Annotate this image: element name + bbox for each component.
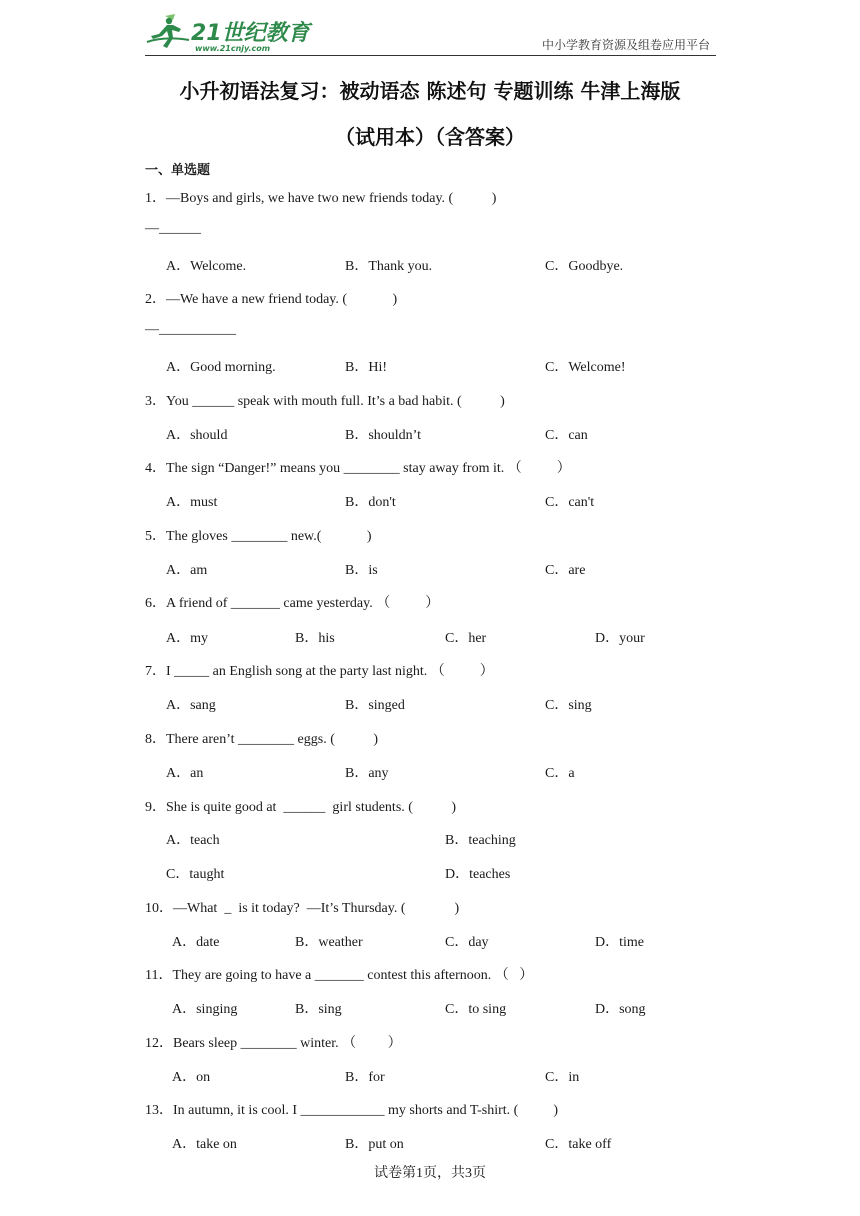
question-9: 9．She is quite good at ______ girl students. ( ) bbox=[145, 800, 457, 815]
question-2-option-a: A．Good morning. bbox=[166, 360, 276, 375]
question-2-option-b: B．Hi! bbox=[345, 360, 387, 375]
question-1-option-b: B．Thank you. bbox=[345, 259, 433, 274]
question-2: 2．—We have a new friend today. ( ) bbox=[145, 292, 398, 307]
question-3-option-c: C．can bbox=[545, 428, 588, 443]
question-12-option-a: A．on bbox=[172, 1070, 211, 1085]
logo-url: www.21cnjy.com bbox=[195, 44, 271, 53]
question-13-option-c: C．take off bbox=[545, 1137, 612, 1152]
question-3-option-a: A．should bbox=[166, 428, 228, 443]
runner-logo-icon bbox=[145, 12, 193, 52]
question-12: 12．Bears sleep ________ winter. （ ） bbox=[145, 1036, 402, 1051]
question-8-option-a: A．an bbox=[166, 766, 204, 781]
question-12-option-b: B．for bbox=[345, 1070, 385, 1085]
question-1-option-c: C．Goodbye. bbox=[545, 259, 624, 274]
question-1-answer-line: —______ bbox=[145, 221, 201, 236]
question-4: 4．The sign “Danger!” means you ________ stay away from it. （ ） bbox=[145, 461, 571, 476]
question-7: 7．I _____ an English song at the party last night. （ ） bbox=[145, 664, 494, 679]
question-9-option-b: B．teaching bbox=[445, 833, 516, 848]
question-10: 10．—What _ is it today? —It’s Thursday. ( ) bbox=[145, 901, 460, 916]
question-5-option-a: A．am bbox=[166, 563, 208, 578]
question-3-option-b: B．shouldn’t bbox=[345, 428, 421, 443]
logo-text: 21世纪教育 bbox=[191, 21, 310, 46]
question-9-option-c: C．taught bbox=[166, 867, 225, 882]
question-5-option-b: B．is bbox=[345, 563, 378, 578]
site-logo bbox=[145, 12, 310, 52]
question-13-option-a: A．take on bbox=[172, 1137, 237, 1152]
question-4-option-b: B．don't bbox=[345, 495, 396, 510]
question-1: 1．—Boys and girls, we have two new friends today. ( ) bbox=[145, 191, 497, 206]
question-7-option-a: A．sang bbox=[166, 698, 216, 713]
question-7-option-b: B．singed bbox=[345, 698, 405, 713]
question-3: 3．You ______ speak with mouth full. It’s a bad habit. ( ) bbox=[145, 394, 505, 409]
question-8: 8．There aren’t ________ eggs. ( ) bbox=[145, 732, 379, 747]
question-13-option-b: B．put on bbox=[345, 1137, 404, 1152]
question-11-option-a: A．singing bbox=[172, 1002, 238, 1017]
question-5: 5．The gloves ________ new.( ) bbox=[145, 529, 372, 544]
platform-name: 中小学教育资源及组卷应用平台 bbox=[541, 38, 710, 52]
page-footer: 试卷第1页，共3页 bbox=[374, 1166, 486, 1181]
question-12-option-c: C．in bbox=[545, 1070, 580, 1085]
question-10-option-c: C．day bbox=[445, 935, 489, 950]
question-11-option-c: C．to sing bbox=[445, 1002, 507, 1017]
question-10-option-d: D．time bbox=[595, 935, 644, 950]
question-7-option-c: C．sing bbox=[545, 698, 592, 713]
question-11-option-d: D．song bbox=[595, 1002, 646, 1017]
question-4-option-c: C．can't bbox=[545, 495, 595, 510]
question-6-option-a: A．my bbox=[166, 631, 208, 646]
question-5-option-c: C．are bbox=[545, 563, 586, 578]
question-6-option-d: D．your bbox=[595, 631, 645, 646]
question-11: 11．They are going to have a _______ contest this afternoon. （ ） bbox=[145, 968, 534, 983]
question-11-option-b: B．sing bbox=[295, 1002, 342, 1017]
question-1-option-a: A．Welcome. bbox=[166, 259, 247, 274]
question-9-option-d: D．teaches bbox=[445, 867, 511, 882]
page-header bbox=[145, 10, 716, 56]
question-2-option-c: C．Welcome! bbox=[545, 360, 626, 375]
question-13: 13．In autumn, it is cool. I ____________ my shorts and T-shirt. ( ) bbox=[145, 1103, 558, 1118]
document-title-line1: 小升初语法复习：被动语态 陈述句 专题训练 牛津上海版 bbox=[179, 79, 681, 103]
question-8-option-b: B．any bbox=[345, 766, 389, 781]
question-6-option-b: B．his bbox=[295, 631, 335, 646]
question-4-option-a: A．must bbox=[166, 495, 218, 510]
document-title-line2: （试用本）（含答案） bbox=[335, 125, 525, 149]
question-9-option-a: A．teach bbox=[166, 833, 220, 848]
question-10-option-a: A．date bbox=[172, 935, 220, 950]
question-2-answer-line: —___________ bbox=[145, 322, 236, 337]
question-6-option-c: C．her bbox=[445, 631, 487, 646]
question-6: 6．A friend of _______ came yesterday. （ ） bbox=[145, 596, 440, 611]
section-heading: 一、单选题 bbox=[145, 163, 211, 178]
question-8-option-c: C．a bbox=[545, 766, 575, 781]
question-10-option-b: B．weather bbox=[295, 935, 363, 950]
